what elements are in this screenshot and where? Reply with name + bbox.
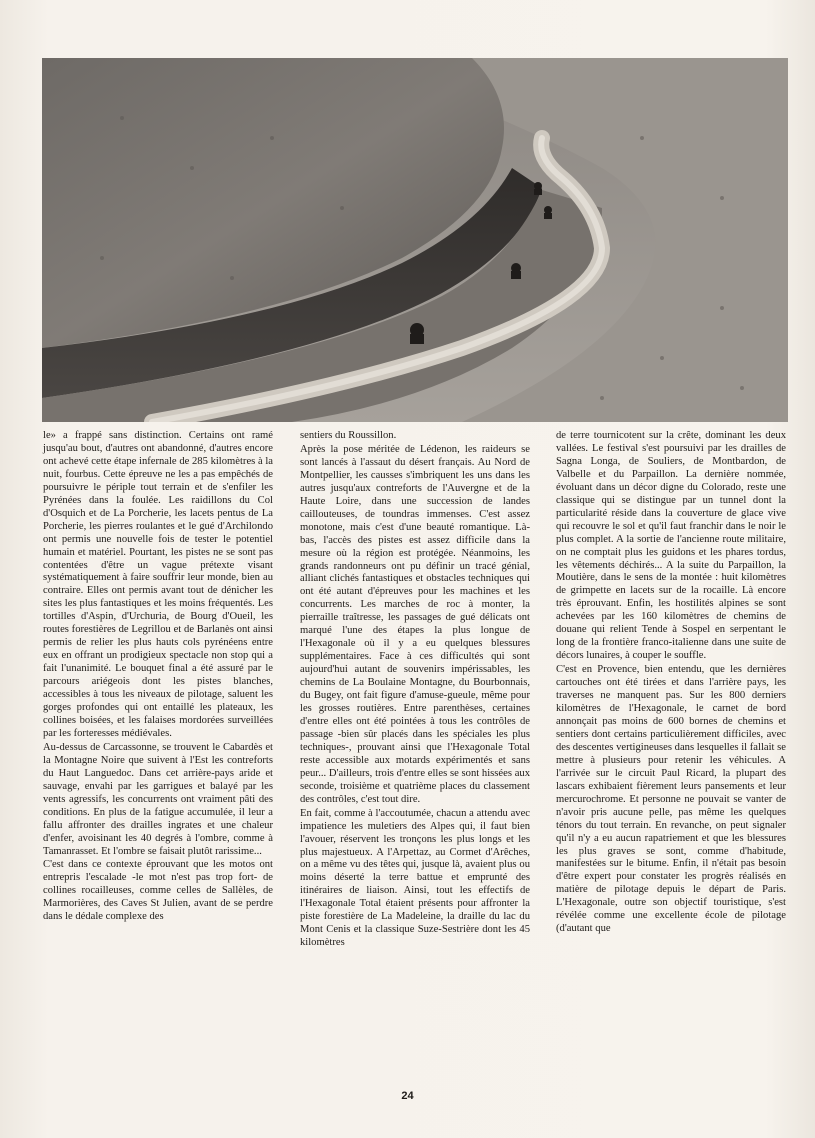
paragraph: Au-dessus de Carcassonne, se trouvent le Cabardès et la Montagne Noire que suivent à l'Est les contreforts du Haut Languedoc. Dans cet arrière-pays aride et sauvage, envahi par les garrigues et balayé par les vents agressifs, les concurrents ont vraiment pâti des conditions. En plus de la fatigue accumulée, il leur a fallu affronter des drailles ingrates et une chaleur d'enfer, avoisinant les 40 degrés à l'ombre, comme à Tamanrasset. Et l'ombre se faisait plutôt rarissime... xyxy=(43,741,273,857)
text-column-2 xyxy=(300,430,530,950)
text-column-3 xyxy=(556,430,786,936)
paragraph: En fait, comme à l'accoutumée, chacun a attendu avec impatience les muletiers des Alpes qui, il faut bien l'avouer, réservent les tronçons les plus longs et les plus majestueux. A l'Arpettaz, au Cormet d'Arêches, on a même vu des têtes qui, jusque là, avaient plus ou moins déserté la terre battue et emprunté des itinéraires de liaison. Ainsi, tout les effectifs de l'Hexagonale Total étaient présents pour affronter la piste forestière de La Madeleine, la draille du lac du Mont Cenis et la classique Suze-Sestrière dont les 45 kilomètres xyxy=(300,807,530,949)
paragraph: le» a frappé sans distinction. Certains ont ramé jusqu'au bout, d'autres ont abandonné, d'autres encore ont achevé cette étape infernale de 285 kilomètres à la nuit, fourbus. Cette épreuve ne les a pas empêchés de poursuivre le périple tout terrain et de s'enfiler les Pyrénées dans la foulée. Les raidillons du Col d'Osquich et de La Porcherie, les lacets pentus de La Porcherie, les pierres roulantes et le gué d'Archilondo ont permis une nouvelle fois de tester le potentiel humain et matériel. Pourtant, les pistes ne se sont pas contentées d'être un vague prétexte visant systématiquement à faire souffrir leur monde, bien au contraire. Elles ont permis avant tout de dénicher les sites les plus fantastiques et les moins fréquentés. Les tortilles d'Aspin, d'Urchuria, de Bourg d'Oueil, les routes forestières de Legrillou et de Barlanès ont ainsi permis de relier les plus hauts cols pyrénéens entre eux en offrant un prodigieux spectacle non stop qui a fait l'unanimité. Le bouquet final a été assuré par le parcours ariégeois dont les pistes blanches, accessibles à tous les niveaux de pilotage, saluent les gorges profondes qui ont entaillé les plateaux, les collines boisées, et les falaises mordorées surveillées par les forteresses médiévales. xyxy=(43,430,273,739)
paragraph: C'est dans ce contexte éprouvant que les motos ont entrepris l'escalade -le mot n'est pas trop fort- de collines rocailleuses, comme celles de Sallèles, de Marmorières, des Caves St Julien, avant de se perdre dans le dédale complexe des xyxy=(43,859,273,923)
paragraph: sentiers du Roussillon. xyxy=(300,430,397,441)
photo-illustration xyxy=(42,58,788,422)
photo-motorcycles-mountain-track xyxy=(42,58,788,422)
paragraph: C'est en Provence, bien entendu, que les dernières cartouches ont été tirées et dans l'arrière pays, les traverses ne manquent pas. Sur les 800 derniers kilomètres de l'Hexagonale, le carnet de bord annonçait pas moins de 600 bornes de chemins et sentiers dont certains particulièrement difficiles, avec des descentes vertigineuses dans lesquelles il fallait se mettre à plusieurs pour retenir les véhicules. A l'arrivée sur le circuit Paul Ricard, la plupart des lascars exhibaient fièrement leurs pansements et leur mercurochrome. Et personne ne pouvait se vanter de n'avoir pris aucune pelle, pas même les quelques ténors du tout terrain. En revanche, on peut signaler qu'il n'y a eu aucun rapatriement et que les blessures les plus graves se sont, comme d'habitude, manifestées sur le bitume. Enfin, il n'était pas besoin d'être expert pour constater les progrès réalisés en matière de pilotage depuis le départ de Paris. L'Hexagonale, outre son objectif touristique, s'est révélée comme une excellente école de pilotage (d'autant que xyxy=(556,664,786,935)
text-column-1 xyxy=(43,430,273,924)
page-number: 24 xyxy=(401,1090,414,1102)
paragraph: Après la pose méritée de Lédenon, les raideurs se sont lancés à l'assaut du désert français. Au Nord de Montpellier, les causses s'imbriquent les uns dans les autres jusqu'aux contreforts de l'Auvergne et de la Haute Loire, dans une succession de landes caillouteuses, de toundras immenses. C'est assez monotone, mais c'est d'une beauté romantique. Là-bas, l'accès des pistes est assez difficile dans la mesure où la région est protégée. Néanmoins, les grands randonneurs ont pu définir un tracé génial, alliant clichés fantastiques et obstacles techniques qui ont été autant d'épreuves pour les machines et les concurrents. Les marches de roc à monter, la pierraille traîtresse, les passages de gué délicats ont marqué l'une des étapes la plus longue de l'Hexagonale où il y a eu quelques blessures supplémentaires. Face à ces difficultés qui sont aujourd'hui autant de souvenirs impérissables, les chemins de La Boulaine Montagne, du Bourbonnais, du Bugey, ont fait figure d'amuse-gueule, même pour les grosses routières. Entre parenthèses, certaines d'entre elles ont été pointées à tous les contrôles de passage -bien sûr placés dans les spéciales les plus techniques-, prouvant ainsi que l'Hexagonale Total reste accessible aux motards expérimentés et sans peur... D'ailleurs, trois d'entre elles se sont hissées aux seconde, troisième et quatrième places du classement des contrôles, c'est tout dire. xyxy=(300,443,530,805)
paragraph: de terre tournicotent sur la crête, dominant les deux vallées. Le festival s'est poursuivi par les drailles de Sagna Longa, de Souliers, de Montbardon, de Valbelle et du Parpaillon. La dernière nommée, évoluant dans un décor digne du Colorado, reste une classique qui se distingue par un tunnel dont la particularité réside dans la couverture de glace vive qui recouvre le sol et qu'il faut franchir dans le noir le plus complet. A la sortie de l'ancienne route militaire, on ne comptait plus les guidons et les phares tordus, les vêtements déchirés... A la suite du Parpaillon, la Moutière, dans le sens de la montée : huit kilomètres de grimpette en lacets sur de la rocaille. Là encore très éprouvant. Enfin, les hostilités alpines se sont achevées par les 160 kilomètres de chemins de douane qui relient Tende à Sospel en serpentant le long de la frontière franco-italienne dans une suite de décors lunaires, à couper le souffle. xyxy=(556,430,786,662)
